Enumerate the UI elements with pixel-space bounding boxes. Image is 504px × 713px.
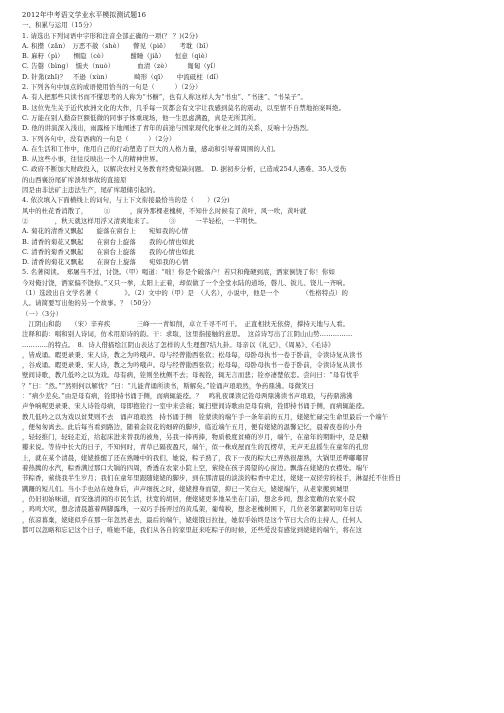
poem-note: 注释和韵：唱和别人诗词，仿术用原诗的韵。干：求取，这里指接触的意思。 这首诗写出了江阴山山势…………… <box>22 330 353 339</box>
reading-paragraph-line: 声争响呢更录秉、宋人诗铨母病，母即抱铨行一室中来尝寝；辄扫壁间诗歌由是母有病，铨即持书诵于侧，而病辄能痊。 <box>22 402 369 411</box>
reading-paragraph-line: 教几低吟之以为戏以贫梵则不去 诵声琅琅然 持书诵于侧 铨蒙读的端午手一条年前的五月，姥姥忙碌完生命里最后一个端午 <box>22 412 389 421</box>
reading-paragraph-line: ？”曰：“然。”“然则何以解忧？”曰：“儿能背诵所读书，斯解矣。”铨诵声琅琅然，争药鼎沸。母微笑曰 <box>22 381 315 390</box>
reading-paragraph-line: ，鸡鸣犬吠，想念清晨越着两脚露珠，一双巧手扬弄过的黄瓜架，葡萄秧，想念老槐树围下，几位老邻絮絮叨叨年日话 <box>22 505 363 514</box>
question-4-option-b: B. 清香的菊花又飘起 在窗台上旋落 我的心情也如此 <box>22 237 195 246</box>
question-4: 4. 依次填入下面横线上的词句，与上下文衔接最恰当的是（ ）(2分) <box>22 196 230 205</box>
reading-paragraph-line: 蹒跚的短儿们。当小手也站在她身后，声声细抚之时，姥姥搜身而望，抑已一笑白天，姥姥端午，从老家搬到城里 <box>22 484 350 493</box>
reading-paragraph-line: ，依凉暮棄，姥姥似乎在那一年忽然老去，最后的端午，姥姥饿日拉扯，她似乎始终是这个节日大合的主持人，任何人 <box>22 515 363 524</box>
poem-line: 江阴山和韵 （宋）辛弃疾 三峰一一青如削，卓立千寻不可干。 正直相扶无依傍，撑持天地与人看。 <box>22 319 350 328</box>
question-1-option-b: B. 麻籽（pì） 恻隐（cè） 酣睡（jiǎ） 恒意（qiè） <box>22 52 212 61</box>
reading-paragraph-line: 都可以忽略和忘记这个日子，唯她不能，我们从各自的家里赶来吃粽子的时候，还些爱没有感觉到姥姥的端午，将在这 <box>22 525 363 534</box>
reading-paragraph-line: ，仍旧初始味道，而安逸清闲的市民生活，扶宽的胡居，便姥姥更多地呆坐在门前，想念乡间，想念宽敞的农家小院 <box>22 494 356 503</box>
reading-paragraph-line: 壁间诗歌，教几低吟之以为戏。母有病，铨则坐枕侧不去；母视铨，辄无言而悲；铨亦凄楚依恋。尝问曰：“母有忧乎 <box>22 371 359 380</box>
question-3-option-c-d: C. 政府不断加大财政投入，以解决农村义务教育经费短缺问题。 D. 据初步分析，已造成254人遇难、35人受伤 <box>22 165 347 174</box>
question-1: 1. 请选出下列词语中字形和注音全部正确的一项(？ ？)(2分) <box>22 31 198 40</box>
reading-paragraph-line: 着热腾的水汽，粽香满过那口大锅的四周，香透在农家小院上空，萦绕在孩子渴望的心窗边。飘落在姥姥的衣襟处。端午 <box>22 464 369 473</box>
question-3-option-a: A. 在生活和工作中，他用自己的行动塑造了巨大的人格力量，感动和引导着周围的人们。 <box>22 144 280 153</box>
question-2-option-a: A. 有人把那些只读书而不懂思考的人称为“书橱”，也有人称这样人为“书虫”、“书迷”、“书呆子”。 <box>22 93 308 102</box>
reading-paragraph-line: ，皆成诵。暇更录秉、宋人诗，教之为吟哦声。母与经曾勖西张钦；松母每，母卧母执书一卷于卧前，令读诗复从读书 <box>22 350 363 359</box>
reading-paragraph-line: ，谷成诵。暇更录秉、宋人诗，教之为吟哦声。母与经曾勖西张钦；松母每，母卧母执书一卷于卧前，令读诗复从读书 <box>22 361 363 370</box>
reading-paragraph-line: 瓣来说。等待中长大的日子，不知何时，青草已隔夜盈尺，端午，似一株成屋而生的瓦楞草，无声无息摇生在童年的孔房 <box>22 443 369 452</box>
reading-paragraph-line: 节粽香，萦绕我半生岁月；我们在童年里跟随姥姥的脚步，到在那清晨的淡淡的粽香中走过，姥姥一双搓劳的枝手，淋湿托不住昏日 <box>22 474 402 483</box>
question-3-option-b: B. 从这些小事，往往反映出一个人的精神世界。 <box>22 155 163 164</box>
poem-question: …………的特点。 8．诗人借描绘江阴山表达了怎样的人生理想?结九卦。母亲以《礼记》、《周易》、《毛诗》 <box>22 340 335 349</box>
question-5: 5. 名著阅读。 郑屠当不过，讨饶。（甲）喝道：“咄！你是个破落户！若只和俺硬到底，洒家倒饶了你！你如 <box>22 268 336 277</box>
question-4-option-a: A. 菊花的清香又飘起 旋落在窗台上 宛如我的心情 <box>22 227 189 236</box>
question-2-option-b: B. 这位先生关于近代欧洲文化的大作，几乎每一页都会有文字让我感到莫名的震动，以至情不自禁地拍案叫绝。 <box>22 103 346 112</box>
question-4-option-d: D. 清香的菊花又飘起 在窗台上旋落 宛如我的心情 <box>22 258 189 267</box>
question-2: 2. 下列各句中加点的成语使用恰当的一句是（ ）（2分） <box>22 83 202 92</box>
question-5-text: 今对俺讨饶，洒家偏不饶你。”又只一拳，太阳上正着，却似做了一个全堂水陆的道场，磬儿、钹儿、铙儿一齐响。 <box>22 278 350 287</box>
question-2-option-c: C. 万能在别人勤奋巨额低微的同事子体重现场，他一生思虑满盈，真是无所其所。 <box>22 113 261 122</box>
question-3-option-d-cont: 的山西襄汾尾矿库溃坝事故的直接原 <box>22 175 127 184</box>
question-5-text: （1）选段出自文学名著《 》。（2）文中的（甲）是 （人名），小说中，他是一个 （性格特点）的 <box>22 289 349 298</box>
reading-paragraph-line <box>22 535 484 545</box>
section-one-heading: （一）（3分） <box>22 309 63 318</box>
question-4-passage: ② ，秋天就这样用浮又清爽地来了。 ③ 一半轻松，一半明快。 <box>22 216 261 225</box>
question-3: 3. 下列各句中，没有语病的一句是（ ）（2分） <box>22 134 176 143</box>
reading-paragraph-line: ：“病少差矣。”由是母有病，铨即持书诵于侧，而病辄能痊。？ 鸣乳夜课读记铨母两鼎沸读书声琅琅，与药鼎沸沸 <box>22 391 353 400</box>
question-3-option-d-cont: 因是由非法矿主违法生产，尾矿库超储引起的。 <box>22 186 160 195</box>
reading-paragraph-line: 上，就在某个清晨，姥姥推醒了还在熟睡中的我们，她说，粽子熟了，我下一夜的粽大已弄熟很甜熟，大锅里还哗嘟嘟冒 <box>22 453 369 462</box>
question-4-passage: 风中的杜花香消散了， ① ，窗外那棵老槐树，不知什么时候有了黄叶，风一吹，黄叶就 <box>22 206 307 215</box>
question-4-option-c: C. 清香的菊香又飘起 在窗台上旋落 我的心情也如此 <box>22 247 195 256</box>
question-5-text: 人。请简要写出他的另一个故事。？（50分） <box>22 299 155 308</box>
question-1-option-d: D. 针黹(zhǐ)？ 不逊（xùn） 畸形（qī） 中流砥柱（dǐ） <box>22 72 223 81</box>
question-1-option-a: A. 积攒（zǎn） 万恶不赦（shè） 瞥见（piē） 考耽（bǐ） <box>22 41 213 50</box>
reading-paragraph-line: ，便匆匆离去。此后每当看到路边，随着金钗花的细碎的脚步，临近端午五月，便有姥姥的温馨记忆，晨着夜卷的小舟 <box>22 422 363 431</box>
question-1-option-c: C. 告罄（bìng） 懦夫（nuò） 血清（zè） 匍匐（yǐ） <box>22 62 220 71</box>
section-heading: 一、积累与运用（15分） <box>22 21 96 30</box>
reading-paragraph-line: ，轻轻推门，轻轻走近，给起床进来替我的被角，另我一捧再捧，物质极度贫瘠的岁月，端午，在童年的期盼中，是是糖 <box>22 433 369 442</box>
question-2-option-d: D. 他的讲演深入浅出，雨露杨下地阐述了青年的前途与国家现代化事业之间的关系，反响十分热烈。 <box>22 124 313 133</box>
exam-title: 2012年中考语文学业水平模拟测试题16 <box>22 11 147 19</box>
